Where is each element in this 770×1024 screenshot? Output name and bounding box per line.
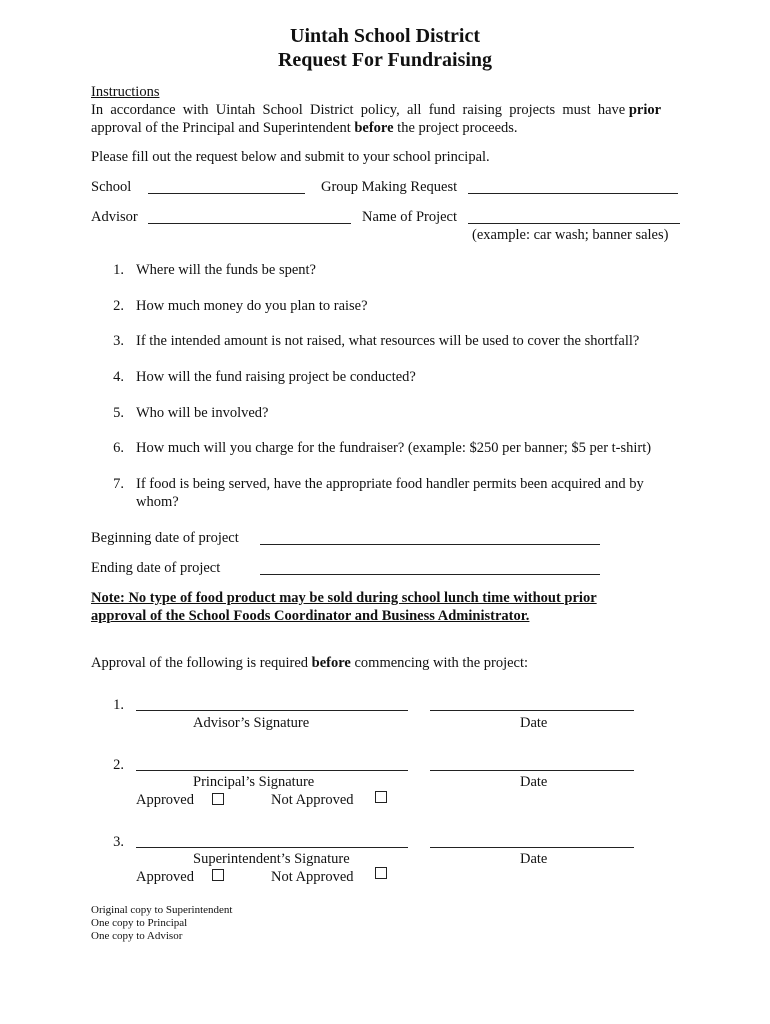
- advisor-label: Advisor: [91, 209, 138, 225]
- instructions-line2: approval of the Principal and Superintendent before the project proceeds.: [91, 120, 518, 136]
- question-text-continued: whom?: [136, 494, 179, 510]
- superintendent-not-approved-label: Not Approved: [271, 869, 354, 885]
- end-date-label: Ending date of project: [91, 560, 221, 576]
- superintendent-date-label: Date: [520, 851, 548, 867]
- question-text: Where will the funds be spent?: [136, 262, 316, 278]
- title-form: Request For Fundraising: [277, 49, 493, 71]
- question-text: Who will be involved?: [136, 405, 269, 421]
- begin-date-field[interactable]: [260, 544, 600, 545]
- question-number: 6.: [113, 440, 124, 456]
- question-number: 4.: [113, 369, 124, 385]
- signature-number: 2.: [113, 757, 124, 773]
- question-number: 2.: [113, 298, 124, 314]
- title-district: Uintah School District: [290, 25, 480, 47]
- question-number: 1.: [113, 262, 124, 278]
- footer-distribution-3: One copy to Advisor: [91, 930, 183, 942]
- principal-approved-checkbox[interactable]: [212, 793, 224, 805]
- superintendent-not-approved-checkbox[interactable]: [375, 867, 387, 879]
- signature-number: 3.: [113, 834, 124, 850]
- principal-date-field[interactable]: [430, 770, 634, 771]
- footer-distribution-1: Original copy to Superintendent: [91, 904, 233, 916]
- question-text: If food is being served, have the appropriate food handler permits been acquired and by: [136, 476, 644, 492]
- school-field[interactable]: [148, 193, 305, 194]
- advisor-field[interactable]: [148, 223, 351, 224]
- signature-number: 1.: [113, 697, 124, 713]
- superintendent-signature-label: Superintendent’s Signature: [193, 851, 350, 867]
- question-text: How will the fund raising project be conducted?: [136, 369, 416, 385]
- project-label: Name of Project: [362, 209, 458, 225]
- approval-intro: Approval of the following is required before commencing with the project:: [91, 655, 529, 671]
- question-number: 5.: [113, 405, 124, 421]
- advisor-date-field[interactable]: [430, 710, 634, 711]
- question-number: 3.: [113, 333, 124, 349]
- superintendent-approved-label: Approved: [136, 869, 194, 885]
- principal-not-approved-label: Not Approved: [271, 792, 354, 808]
- question-text: How much will you charge for the fundraiser? (example: $250 per banner; $5 per t-shirt): [136, 440, 652, 456]
- principal-not-approved-checkbox[interactable]: [375, 791, 387, 803]
- question-text: If the intended amount is not raised, what resources will be used to cover the shortfall?: [136, 333, 640, 349]
- principal-signature-field[interactable]: [136, 770, 408, 771]
- question-number: 7.: [113, 476, 124, 492]
- school-label: School: [91, 179, 132, 195]
- end-date-field[interactable]: [260, 574, 600, 575]
- advisor-signature-label: Advisor’s Signature: [193, 715, 310, 731]
- superintendent-signature-field[interactable]: [136, 847, 408, 848]
- group-label: Group Making Request: [321, 179, 458, 195]
- note-line2: approval of the School Foods Coordinator and Business Administrator.: [91, 608, 530, 624]
- superintendent-date-field[interactable]: [430, 847, 634, 848]
- advisor-signature-field[interactable]: [136, 710, 408, 711]
- principal-approved-label: Approved: [136, 792, 194, 808]
- instructions-line1: In accordance with Uintah School District policy, all fund raising projects must have prior: [91, 102, 662, 118]
- begin-date-label: Beginning date of project: [91, 530, 239, 546]
- superintendent-approved-checkbox[interactable]: [212, 869, 224, 881]
- group-field[interactable]: [468, 193, 678, 194]
- instructions-heading: Instructions: [91, 84, 160, 100]
- project-field[interactable]: [468, 223, 680, 224]
- project-hint: (example: car wash; banner sales): [472, 227, 669, 243]
- advisor-date-label: Date: [520, 715, 548, 731]
- principal-signature-label: Principal’s Signature: [193, 774, 315, 790]
- fill-out-instruction: Please fill out the request below and submit to your school principal.: [91, 149, 490, 165]
- question-text: How much money do you plan to raise?: [136, 298, 368, 314]
- note-line1: Note: No type of food product may be sold during school lunch time without prior: [91, 590, 597, 606]
- footer-distribution-2: One copy to Principal: [91, 917, 188, 929]
- principal-date-label: Date: [520, 774, 548, 790]
